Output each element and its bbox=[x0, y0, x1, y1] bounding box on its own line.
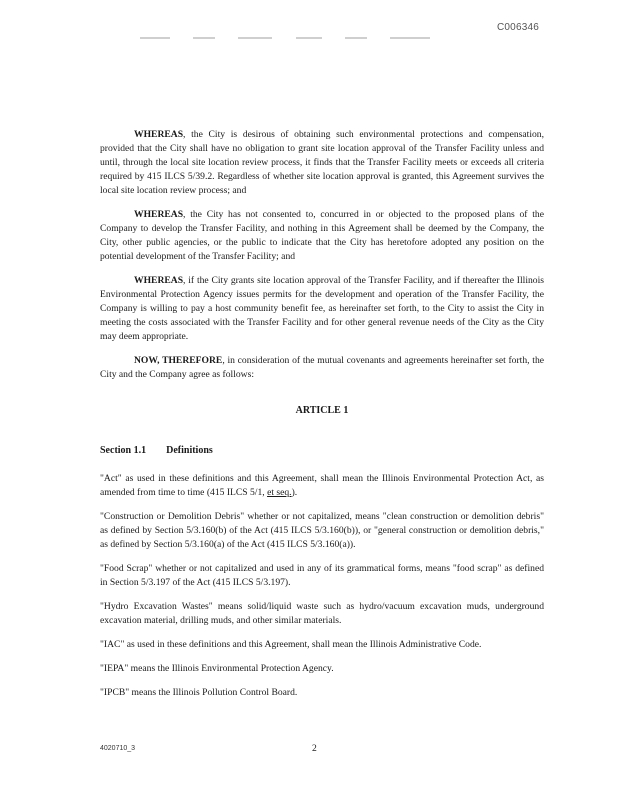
whereas-keyword: WHEREAS bbox=[134, 275, 184, 286]
section-number: Section 1.1 bbox=[100, 445, 147, 456]
paragraph-text: , the City has not consented to, concurred in or objected to the proposed plans of the Company to develop the Transfer Facility, and nothing in this Agreement shall be deemed by the Company, the City, other public agencies, or the public to indicate that the City has heretofore adopted any position on the potential development of the Transfer Facility; and bbox=[100, 209, 544, 262]
whereas-paragraph-3 bbox=[100, 274, 544, 344]
whereas-keyword: WHEREAS bbox=[134, 209, 184, 220]
now-therefore-paragraph bbox=[100, 354, 544, 382]
article-heading: ARTICLE 1 bbox=[295, 405, 349, 416]
bates-number: C006346 bbox=[497, 22, 539, 33]
section-heading bbox=[100, 444, 544, 458]
definition-text: ). bbox=[291, 487, 298, 498]
whereas-paragraph-1 bbox=[100, 128, 544, 198]
section-title: Definitions bbox=[166, 445, 213, 456]
paragraph-text: , in consideration of the mutual covenants and agreements hereinafter set forth, the City and the Company agree as follows: bbox=[100, 355, 544, 380]
document-body bbox=[100, 128, 544, 710]
et-seq-text: et seq. bbox=[267, 487, 292, 498]
definition-iac: "IAC" as used in these definitions and this Agreement, shall mean the Illinois Administrative Code. bbox=[100, 639, 482, 650]
definition-text: "Act" as used in these definitions and this Agreement, shall mean the Illinois Environmental Protection Act, as amended from time to time (415 ILCS 5/1, bbox=[100, 473, 544, 498]
faint-header-marks bbox=[140, 34, 430, 42]
definition-iepa: "IEPA" means the Illinois Environmental Protection Agency. bbox=[100, 663, 334, 674]
definition-food-scrap: "Food Scrap" whether or not capitalized and used in any of its grammatical forms, means "food scrap" as defined in Section 5/3.197 of the Act (415 ILCS 5/3.197). bbox=[100, 563, 544, 588]
definition-hydro-excavation: "Hydro Excavation Wastes" means solid/liquid waste such as hydro/vacuum excavation muds, underground excavation material, drilling muds, and other similar materials. bbox=[100, 601, 544, 626]
whereas-paragraph-2 bbox=[100, 208, 544, 264]
paragraph-text: , if the City grants site location approval of the Transfer Facility, and if thereafter the Illinois Environmental Protection Agency issues permits for the development and operation of the Transfer Facility, the Company is willing to pay a host community benefit fee, as hereinafter set forth, to the City to assist the City in meeting the costs associated with the Transfer Facility and for other general revenue needs of the City as the City may deem appropriate. bbox=[100, 275, 544, 342]
definition-construction-debris: "Construction or Demolition Debris" whether or not capitalized, means "clean construction or demolition debris" as defined by Section 5/3.160(b) of the Act (415 ILCS 5/3.160(b)), or "general construction or demolition debris," as defined by Section 5/3.160(a) of the Act (415 ILCS 5/3.160(a)). bbox=[100, 511, 544, 550]
whereas-keyword: WHEREAS bbox=[134, 129, 184, 140]
paragraph-text: , the City is desirous of obtaining such environmental protections and compensation, provided that the City shall have no obligation to grant site location approval of the Transfer Facility unless and until, through the local site location review process, it finds that the Transfer Facility meets or exceeds all criteria required by 415 ILCS 5/39.2. Regardless of whether site location approval is granted, this Agreement survives the local site location review process; and bbox=[100, 129, 544, 196]
now-therefore-keyword: NOW, THEREFORE bbox=[134, 355, 223, 366]
definition-act bbox=[100, 472, 544, 500]
footer-page-number: 2 bbox=[312, 743, 317, 754]
definition-ipcb: "IPCB" means the Illinois Pollution Control Board. bbox=[100, 687, 298, 698]
footer-doc-id: 4020710_3 bbox=[100, 745, 136, 752]
